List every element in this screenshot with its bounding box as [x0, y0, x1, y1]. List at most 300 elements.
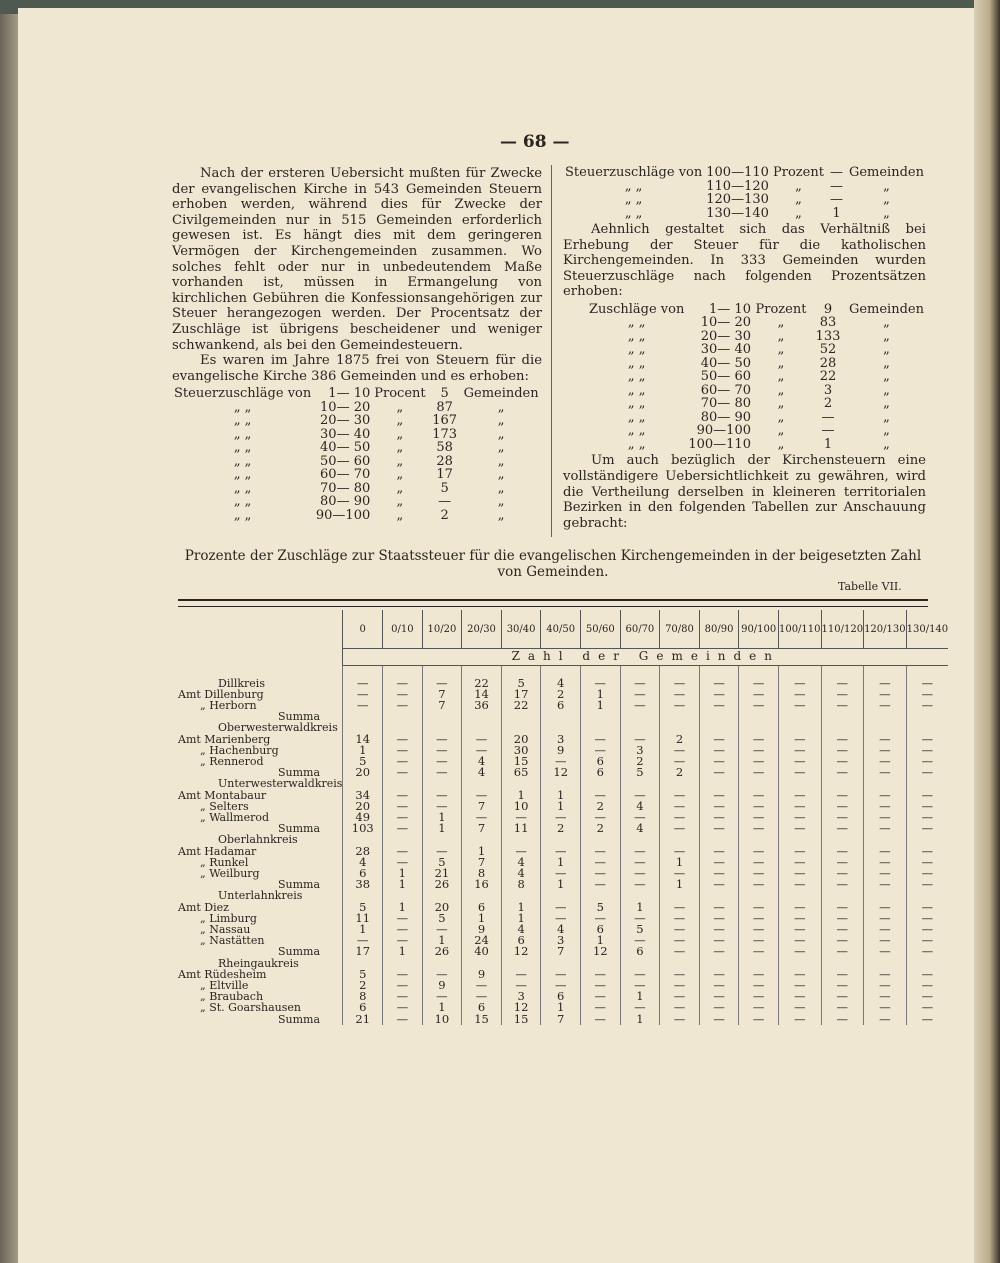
unit-gemeinden: „: [883, 396, 890, 412]
unit: „: [795, 205, 802, 221]
row-label: „ St. Goarshausen: [200, 1001, 301, 1015]
cell-value: —: [821, 868, 864, 879]
cell-value: [660, 711, 700, 722]
row-label: Amt Marienberg: [178, 732, 271, 746]
unit-gemeinden: „: [497, 426, 505, 442]
cell-value: —: [541, 756, 581, 767]
cell-value: 7: [422, 700, 462, 711]
table-top-rule-thin: [178, 606, 928, 607]
cell-value: —: [906, 857, 948, 868]
cell-value: 6: [541, 700, 581, 711]
cell-value: —: [581, 857, 621, 868]
cell-value: —: [422, 969, 462, 980]
cell-value: —: [699, 868, 739, 879]
cell-value: 20: [501, 734, 541, 745]
rate-prefix: „ „: [624, 178, 643, 194]
unit: „: [396, 426, 404, 442]
cell-value: —: [620, 846, 660, 857]
rate-range: 130—140: [706, 205, 769, 221]
cell-value: —: [739, 980, 779, 991]
cell-value: —: [620, 868, 660, 879]
count: 9: [823, 301, 833, 317]
cell-value: —: [778, 913, 821, 924]
cell-value: —: [699, 846, 739, 857]
unit: „: [795, 178, 802, 194]
cell-value: —: [864, 823, 907, 834]
count: 58: [436, 440, 453, 456]
left-paragraph-2: Es waren im Jahre 1875 frei von Steuern für die evangelische Kirche 386 Gemeinden und es erhoben:: [172, 353, 542, 384]
cell-value: —: [541, 868, 581, 879]
cell-value: —: [699, 745, 739, 756]
cell-value: —: [620, 678, 660, 689]
cell-value: 1: [422, 812, 462, 823]
cell-value: —: [383, 913, 423, 924]
cell-value: 26: [422, 879, 462, 890]
cell-value: 1: [501, 790, 541, 801]
cell-value: —: [699, 969, 739, 980]
cell-value: —: [383, 924, 423, 935]
cell-value: 1: [383, 902, 423, 913]
cell-value: —: [778, 902, 821, 913]
cell-value: —: [699, 1014, 739, 1025]
unit: „: [777, 315, 785, 331]
table-row: [172, 468, 541, 482]
column-divider: [551, 165, 552, 537]
count: —: [821, 423, 835, 439]
rate-prefix: „ „: [627, 436, 646, 452]
rate-prefix: „ „: [627, 315, 646, 331]
cell-value: 7: [541, 946, 581, 957]
cell-value: —: [383, 801, 423, 812]
cell-value: 28: [343, 846, 383, 857]
cell-value: 1: [383, 946, 423, 957]
unit-gemeinden: „: [883, 328, 890, 344]
rate-range: 120—130: [706, 192, 769, 207]
cell-value: —: [383, 745, 423, 756]
row-label: „ Hachenburg: [200, 743, 279, 757]
cell-value: —: [739, 991, 779, 1002]
rate-range: 20— 30: [320, 413, 371, 429]
cell-value: —: [620, 689, 660, 700]
rate-prefix: „ „: [627, 409, 646, 425]
cell-value: 8: [462, 868, 502, 879]
rate-prefix: „ „: [233, 467, 252, 483]
cell-value: —: [699, 857, 739, 868]
rate-prefix: Steuerzuschläge von: [565, 165, 703, 180]
cell-value: —: [699, 756, 739, 767]
table-row: [587, 316, 926, 330]
count: 5: [440, 480, 449, 496]
cell-value: —: [620, 980, 660, 991]
cell-value: 11: [501, 823, 541, 834]
table-row: [172, 428, 541, 442]
cell-value: 11: [343, 913, 383, 924]
unit: Prozent: [772, 165, 824, 180]
cell-value: —: [821, 823, 864, 834]
cell-value: 1: [541, 879, 581, 890]
cell-value: —: [778, 846, 821, 857]
unit-gemeinden: „: [883, 342, 890, 358]
unit-gemeinden: „: [497, 494, 505, 510]
cell-value: —: [821, 700, 864, 711]
cell-value: —: [906, 991, 948, 1002]
cell-value: —: [422, 790, 462, 801]
rate-range: 70— 80: [320, 480, 371, 496]
header-percent: 70/80: [660, 610, 700, 649]
cell-value: —: [739, 689, 779, 700]
cell-value: —: [699, 991, 739, 1002]
rate-range: 30— 40: [700, 342, 751, 358]
cell-value: —: [778, 689, 821, 700]
cell-value: —: [660, 1014, 700, 1025]
subheader-row: [178, 649, 948, 666]
cell-value: 1: [462, 913, 502, 924]
cell-value: —: [422, 756, 462, 767]
cell-value: —: [660, 902, 700, 913]
cell-value: 3: [541, 734, 581, 745]
cell-value: 20: [343, 801, 383, 812]
cell-value: —: [660, 935, 700, 946]
rate-range: 90—100: [696, 423, 751, 439]
cell-value: —: [821, 991, 864, 1002]
cell-value: 5: [581, 902, 621, 913]
right-paragraph-2: Um auch bezüglich der Kirchensteuern eine vollständigere Uebersichtlichkeit zu gewähren, wird die Vertheilung derselben in kleineren territorialen Bezirken in den folgenden Tabellen zur Anschauung gebracht:: [563, 453, 926, 531]
cell-value: —: [660, 689, 700, 700]
cell-value: 7: [462, 857, 502, 868]
cell-value: —: [864, 913, 907, 924]
cell-value: 2: [620, 756, 660, 767]
unit: „: [396, 413, 404, 429]
row-label: Summa: [278, 945, 321, 959]
cell-value: —: [739, 756, 779, 767]
cell-value: —: [778, 946, 821, 957]
cell-value: —: [864, 1002, 907, 1013]
cell-value: 1: [541, 801, 581, 812]
table-row: [563, 193, 926, 207]
cell-value: 1: [541, 790, 581, 801]
cell-value: —: [581, 790, 621, 801]
table-row: [172, 401, 541, 415]
rate-prefix: Zuschläge von: [589, 301, 685, 317]
cell-value: —: [462, 991, 502, 1002]
cell-value: —: [778, 924, 821, 935]
rate-prefix: „ „: [627, 328, 646, 344]
cell-value: —: [620, 700, 660, 711]
cell-value: 6: [581, 756, 621, 767]
table-row: [172, 509, 541, 523]
cell-value: —: [864, 969, 907, 980]
cell-value: 22: [462, 678, 502, 689]
row-label: Summa: [278, 822, 321, 836]
rate-range: 1— 10: [709, 301, 751, 317]
unit: „: [777, 382, 785, 398]
cell-value: —: [422, 846, 462, 857]
count: 133: [815, 328, 841, 344]
cell-value: 20: [343, 767, 383, 778]
cell-value: —: [343, 935, 383, 946]
row-label: Amt Diez: [178, 900, 229, 914]
unit-gemeinden: „: [883, 409, 890, 425]
rate-range: 90—100: [315, 507, 371, 523]
cell-value: —: [821, 846, 864, 857]
cell-value: —: [864, 846, 907, 857]
header-percent: 50/60: [581, 610, 621, 649]
cell-value: 4: [462, 756, 502, 767]
cell-value: —: [462, 790, 502, 801]
unit-gemeinden: „: [883, 205, 890, 221]
rate-range: 100—110: [706, 165, 769, 180]
cell-value: —: [778, 734, 821, 745]
cell-value: —: [699, 935, 739, 946]
cell-value: —: [739, 846, 779, 857]
cell-value: —: [383, 767, 423, 778]
cell-value: —: [906, 790, 948, 801]
cell-value: 2: [541, 823, 581, 834]
unit-gemeinden: „: [883, 436, 890, 452]
cell-value: —: [541, 902, 581, 913]
cell-value: 40: [462, 946, 502, 957]
book-binding: [0, 0, 18, 1263]
cell-value: 30: [501, 745, 541, 756]
cell-value: [422, 711, 462, 722]
header-percent: 60/70: [620, 610, 660, 649]
rate-range: 30— 40: [320, 426, 371, 442]
cell-value: 9: [462, 969, 502, 980]
rate-range: 100—110: [688, 436, 751, 452]
cell-value: —: [778, 823, 821, 834]
cell-value: [778, 711, 821, 722]
cell-value: —: [739, 801, 779, 812]
header-percent: 80/90: [699, 610, 739, 649]
rate-range: 50— 60: [320, 453, 371, 469]
count: 2: [440, 507, 449, 523]
cell-value: —: [864, 991, 907, 1002]
cell-value: 2: [343, 980, 383, 991]
table-row: [587, 370, 926, 384]
rate-prefix: „ „: [233, 480, 252, 496]
cell-value: —: [778, 879, 821, 890]
cell-value: —: [821, 734, 864, 745]
cell-value: —: [906, 812, 948, 823]
table-row: [587, 411, 926, 425]
cell-value: 6: [541, 991, 581, 1002]
cell-value: 5: [620, 767, 660, 778]
cell-value: —: [541, 812, 581, 823]
unit: „: [396, 453, 404, 469]
cell-value: —: [699, 980, 739, 991]
cell-value: —: [778, 857, 821, 868]
cell-value: —: [864, 756, 907, 767]
rate-prefix: „ „: [624, 205, 643, 221]
table-row: [587, 303, 926, 317]
cell-value: —: [906, 924, 948, 935]
cell-value: —: [581, 745, 621, 756]
cell-value: —: [739, 935, 779, 946]
row-label: „ Rennerod: [200, 754, 264, 768]
cell-value: —: [699, 689, 739, 700]
cell-value: —: [383, 991, 423, 1002]
rate-range: 20— 30: [700, 328, 751, 344]
header-empty: [178, 610, 343, 649]
count: 173: [432, 426, 458, 442]
cell-value: —: [383, 846, 423, 857]
cell-value: —: [383, 700, 423, 711]
unit-gemeinden: Gemeinden: [848, 165, 924, 180]
cell-value: —: [821, 689, 864, 700]
cell-value: 7: [462, 823, 502, 834]
subheader-zahl-der-gemeinden: Zahl der Gemeinden: [343, 649, 948, 666]
rate-prefix: „ „: [233, 494, 252, 510]
count: 5: [440, 386, 449, 402]
cell-value: —: [864, 678, 907, 689]
cell-value: 5: [422, 913, 462, 924]
count: 28: [819, 355, 837, 371]
cell-value: —: [620, 857, 660, 868]
cell-value: —: [778, 678, 821, 689]
cell-value: 2: [581, 801, 621, 812]
cell-value: —: [864, 902, 907, 913]
cell-value: 22: [501, 700, 541, 711]
cell-value: —: [739, 767, 779, 778]
cell-value: —: [699, 879, 739, 890]
cell-value: 17: [501, 689, 541, 700]
row-label: Amt Montabaur: [178, 788, 267, 802]
cell-value: [864, 711, 907, 722]
cell-value: —: [739, 678, 779, 689]
cell-value: 4: [541, 924, 581, 935]
unit: „: [396, 440, 404, 456]
cell-value: —: [660, 980, 700, 991]
count: —: [829, 192, 843, 207]
cell-value: —: [739, 812, 779, 823]
evangelical-tax-table-continued: [563, 166, 926, 220]
cell-value: —: [581, 969, 621, 980]
evangelical-tax-table: [172, 387, 541, 522]
cell-value: —: [383, 790, 423, 801]
row-label: „ Runkel: [200, 855, 249, 869]
cell-value: —: [541, 913, 581, 924]
cell-value: —: [739, 1002, 779, 1013]
cell-value: —: [699, 700, 739, 711]
rate-prefix: Steuerzuschläge von: [174, 386, 312, 402]
cell-value: —: [699, 823, 739, 834]
cell-value: 1: [383, 879, 423, 890]
cell-value: 6: [581, 767, 621, 778]
row-label: „ Limburg: [200, 911, 257, 925]
count: 28: [436, 453, 453, 469]
table-row: [172, 495, 541, 509]
cell-value: 1: [343, 924, 383, 935]
cell-value: 15: [501, 756, 541, 767]
cell-value: —: [739, 879, 779, 890]
cell-value: —: [581, 913, 621, 924]
cell-value: 1: [660, 857, 700, 868]
cell-value: 5: [501, 678, 541, 689]
rate-prefix: „ „: [233, 399, 252, 415]
cell-value: [581, 711, 621, 722]
unit: „: [777, 436, 785, 452]
cell-value: —: [739, 857, 779, 868]
table-row: [563, 166, 926, 180]
cell-value: [620, 711, 660, 722]
cell-value: [821, 711, 864, 722]
left-column: [172, 166, 542, 524]
cell-value: 1: [620, 902, 660, 913]
cell-value: —: [739, 913, 779, 924]
cell-value: —: [778, 790, 821, 801]
cell-value: —: [343, 678, 383, 689]
header-percent: 10/20: [422, 610, 462, 649]
cell-value: 5: [343, 902, 383, 913]
cell-value: —: [906, 823, 948, 834]
cell-value: —: [422, 767, 462, 778]
cell-value: 26: [422, 946, 462, 957]
cell-value: 2: [660, 734, 700, 745]
cell-value: —: [581, 734, 621, 745]
cell-value: —: [821, 879, 864, 890]
table-row: [178, 1014, 948, 1025]
cell-value: —: [699, 801, 739, 812]
cell-value: 12: [541, 767, 581, 778]
rate-prefix: „ „: [627, 355, 646, 371]
cell-value: —: [906, 734, 948, 745]
table-row: [587, 357, 926, 371]
cell-value: —: [383, 857, 423, 868]
cell-value: —: [581, 846, 621, 857]
cell-value: 4: [343, 857, 383, 868]
cell-value: —: [501, 846, 541, 857]
cell-value: —: [660, 924, 700, 935]
row-label: Rheingaukreis: [218, 956, 299, 970]
cell-value: —: [739, 700, 779, 711]
cell-value: 2: [541, 689, 581, 700]
cell-value: —: [343, 689, 383, 700]
cell-value: —: [864, 924, 907, 935]
cell-value: —: [541, 846, 581, 857]
unit-gemeinden: „: [883, 355, 890, 371]
unit-gemeinden: „: [497, 440, 505, 456]
cell-value: —: [660, 1002, 700, 1013]
cell-value: 17: [343, 946, 383, 957]
unit-gemeinden: „: [497, 467, 505, 483]
unit: „: [777, 355, 785, 371]
cell-value: 9: [541, 745, 581, 756]
cell-value: —: [864, 1014, 907, 1025]
cell-value: —: [864, 946, 907, 957]
rate-range: 1— 10: [328, 386, 371, 402]
cell-value: [462, 711, 502, 722]
cell-value: —: [778, 745, 821, 756]
row-label: Amt Rüdesheim: [178, 967, 267, 981]
cell-value: 12: [501, 1002, 541, 1013]
cell-value: —: [462, 734, 502, 745]
cell-value: 1: [620, 1014, 660, 1025]
cell-value: —: [778, 756, 821, 767]
cell-value: —: [821, 745, 864, 756]
count: —: [821, 409, 835, 425]
unit: „: [396, 507, 404, 523]
row-label: Unterwesterwaldkreis: [218, 777, 343, 791]
count: 3: [823, 382, 833, 398]
cell-value: —: [778, 1014, 821, 1025]
cell-value: —: [906, 879, 948, 890]
count: 1: [832, 205, 841, 221]
header-percent: 40/50: [541, 610, 581, 649]
count: 17: [436, 467, 453, 483]
cell-value: 2: [660, 767, 700, 778]
unit-gemeinden: „: [883, 192, 890, 207]
cell-value: —: [821, 935, 864, 946]
